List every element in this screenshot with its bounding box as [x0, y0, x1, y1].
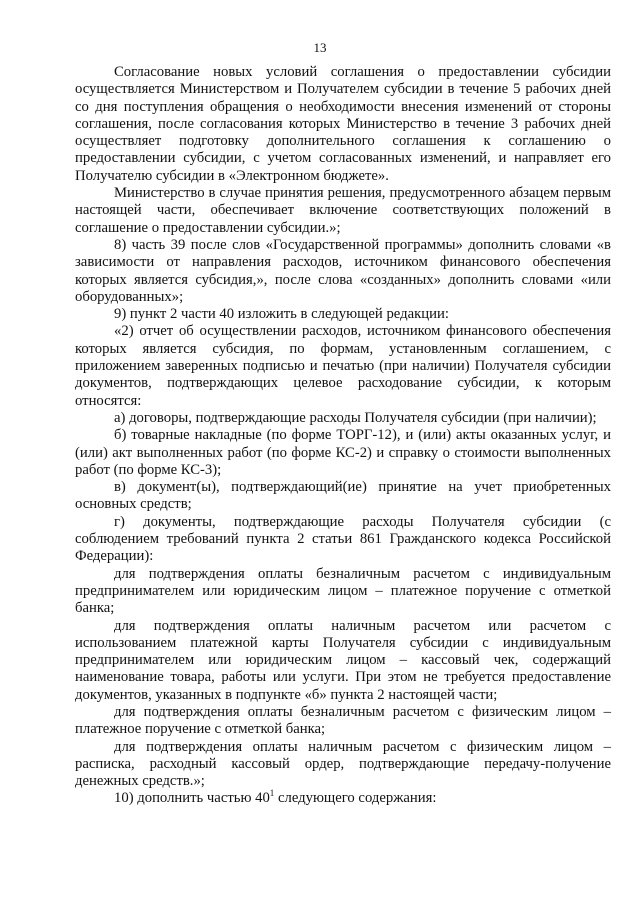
paragraph-subitem-b: б) товарные накладные (по форме ТОРГ-12), и (или) акты оказанных услуг, и (или) акт выполненных работ (по форме КС-2) и справку о стоимости выполненных работ (по форме КС-3); [75, 427, 611, 478]
paragraph-subitem-g: г) документы, подтверждающие расходы Получателя субсидии (с соблюдением требований пункта 2 статьи 861 Гражданского кодекса Российской Федерации): [75, 513, 611, 565]
paragraph-report-clause: «2) отчет об осуществлении расходов, источником финансового обеспечения которых является субсидия, по формам, установленным соглашением, с приложением заверенных подписью и печатью (при наличии) Получателя субсидии документов, подтверждающих целевое расходование субсидии, к которым относятся: [75, 323, 611, 409]
paragraph-cash-entity: для подтверждения оплаты наличным расчетом или расчетом с использованием платежной карты Получателя субсидии с индивидуальным предпринимателем или юридическим лицом – кассовый чек, содержащий наименование товара, работы или услуги. При этом не требуется предоставление документов, указанных в подпункте «б» пункта 2 настоящей части; [75, 617, 611, 703]
paragraph-cashless-entity: для подтверждения оплаты безналичным расчетом с индивидуальным предпринимателем или юридическим лицом – платежное поручение с отметкой банка; [75, 565, 611, 617]
paragraph-agreement-terms: Согласование новых условий соглашения о предоставлении субсидии осуществляется Министерством и Получателем субсидии в течение 5 рабочих дней со дня поступления обращения о необходимости внесения изменений от стороны соглашения, после согласования которых Министерство в течение 3 рабочих дней осуществляет подготовку дополнительного соглашения к соглашению о предоставлении субсидии, с учетом согласованных изменений, и направляет его Получателю субсидии в «Электронном бюджете». [75, 64, 611, 184]
paragraph-item-10 [75, 790, 611, 807]
page-number: 13 [313, 40, 327, 55]
paragraph-item-8: 8) часть 39 после слов «Государственной программы» дополнить словами «в зависимости от направления расходов, источником финансового обеспечения которых является субсидия,», после слова «созданных» дополнить словами «или оборудованных»; [75, 236, 611, 305]
paragraph-cashless-individual: для подтверждения оплаты безналичным расчетом с физическим лицом – платежное поручение с отметкой банка; [75, 703, 611, 738]
paragraph-item-9: 9) пункт 2 части 40 изложить в следующей редакции: [114, 306, 449, 323]
item-10-superscript: 1 [269, 788, 275, 799]
item-10-text-end: следующего содержания: [274, 790, 437, 807]
paragraph-ministry-decision: Министерство в случае принятия решения, предусмотренного абзацем первым настоящей части, обеспечивает включение соответствующих положений в соглашение о предоставлении субсидии.»; [75, 185, 611, 236]
paragraph-cash-individual: для подтверждения оплаты наличным расчетом с физическим лицом – расписка, расходный кассовый ордер, подтверждающие передачу-получение денежных средств.»; [75, 738, 611, 790]
item-10-text: 10) дополнить частью 40 [114, 790, 270, 807]
document-body [75, 64, 611, 808]
paragraph-subitem-a: а) договоры, подтверждающие расходы Получателя субсидии (при наличии); [114, 409, 597, 426]
paragraph-subitem-v: в) документ(ы), подтверждающий(ие) принятие на учет приобретенных основных средств; [75, 479, 611, 513]
